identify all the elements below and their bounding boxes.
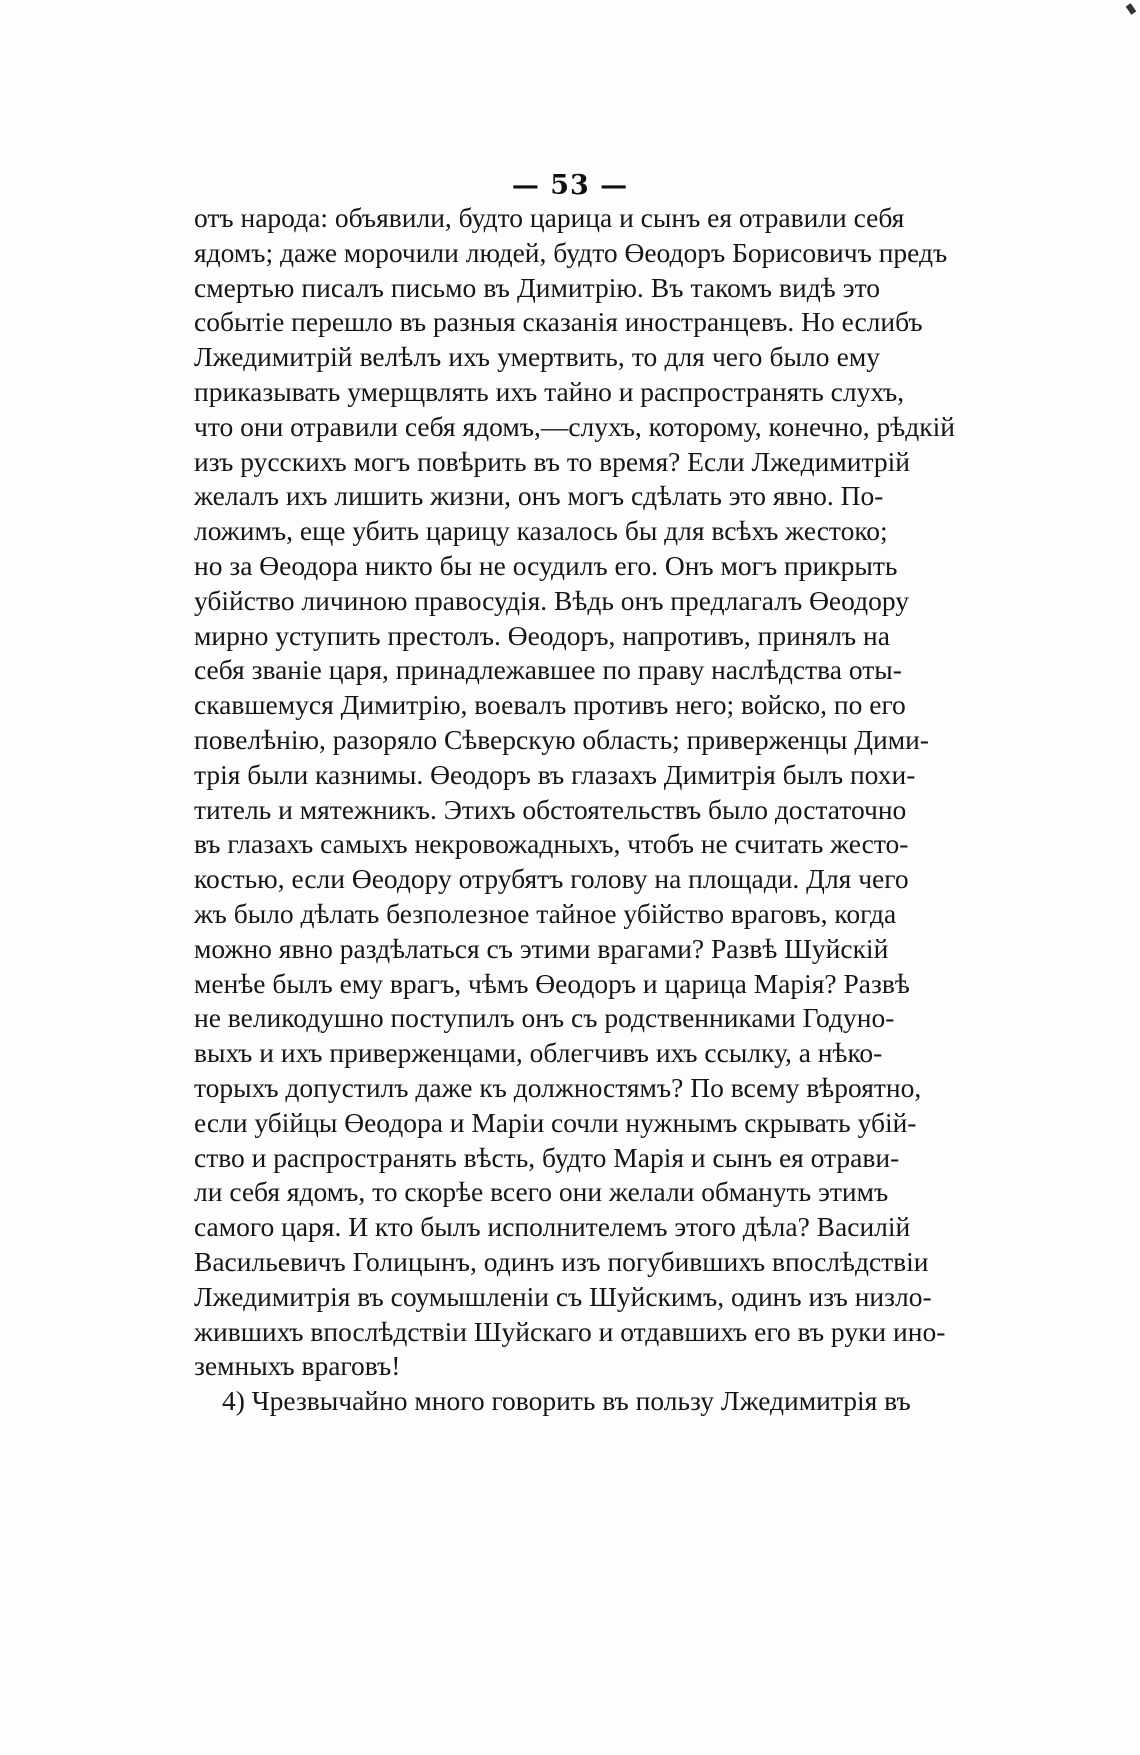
text-line: ли себя ядомъ, то скорѣе всего они желали обмануть этимъ — [194, 1176, 889, 1208]
text-line: торыхъ допустилъ даже къ должностямъ? По всему вѣроятно, — [194, 1071, 922, 1103]
text-line: костью, если Өеодору отрубятъ голову на площади. Для чего — [194, 863, 909, 895]
text-line: но за Өеодора никто бы не осудилъ его. Онъ могъ прикрыть — [194, 549, 898, 581]
text-line: повелѣнію, разоряло Сѣверскую область; приверженцы Дими- — [194, 723, 929, 755]
text-line: Лжедимитрій велѣлъ ихъ умертвить, то для чего было ему — [194, 341, 880, 373]
text-line: что они отравили себя ядомъ,—слухъ, которому, конечно, рѣдкій — [194, 410, 955, 442]
text-line: Лжедимитрія въ соумышленіи съ Шуйскимъ, одинъ изъ низло- — [194, 1280, 932, 1312]
text-line: титель и мятежникъ. Этихъ обстоятельствъ было достаточно — [194, 793, 907, 825]
text-line: скавшемуся Димитрію, воевалъ противъ него; войско, по его — [194, 689, 906, 721]
text-line: отъ народа: объявили, будто царица и сынъ ея отравили себя — [194, 202, 905, 233]
text-line: менѣе былъ ему врагъ, чѣмъ Өеодоръ и царица Марія? Развѣ — [194, 967, 910, 999]
text-line: если убійцы Өеодора и Маріи сочли нужнымъ скрывать убій- — [194, 1106, 917, 1138]
text-line: выхъ и ихъ приверженцами, облегчивъ ихъ ссылку, а нѣко- — [194, 1037, 883, 1069]
text-line: смертью писалъ письмо въ Димитрію. Въ такомъ видѣ это — [194, 271, 880, 303]
numbered-paragraph-line: 4) Чрезвычайно много говорить въ пользу Лжедимитрія въ — [222, 1385, 911, 1417]
text-line: жъ было дѣлать безполезное тайное убійство враговъ, когда — [194, 897, 897, 929]
text-line: мирно уступить престолъ. Өеодоръ, напротивъ, принялъ на — [194, 619, 890, 651]
text-line: ство и распространять вѣсть, будто Марія и сынъ ея отрави- — [194, 1141, 900, 1173]
text-line: ядомъ; даже морочили людей, будто Өеодоръ Борисовичъ предъ — [194, 236, 948, 268]
text-line: приказывать умерщвлять ихъ тайно и распространять слухъ, — [194, 375, 905, 407]
text-line: трія были казнимы. Өеодоръ въ глазахъ Димитрія былъ похи- — [194, 758, 916, 790]
text-line: ложимъ, еще убить царицу казалось бы для всѣхъ жестоко; — [194, 515, 888, 547]
text-line: не великодушно поступилъ онъ съ родственниками Годуно- — [194, 1002, 895, 1034]
text-line: самого царя. И кто былъ исполнителемъ этого дѣла? Василій — [194, 1211, 911, 1243]
text-line: изъ русскихъ могъ повѣрить въ то время? Если Лжедимитрій — [194, 445, 910, 477]
page-number: — 53 — — [511, 170, 629, 201]
body-text — [194, 201, 955, 1419]
scan-speck-mark — [1126, 3, 1137, 15]
paragraph-end-line: земныхъ враговъ! — [194, 1350, 401, 1382]
text-line: себя званіе царя, принадлежавшее по праву наслѣдства оты- — [194, 654, 902, 686]
text-line: убійство личиною правосудія. Вѣдь онъ предлагалъ Өеодору — [194, 584, 909, 616]
text-line: можно явно раздѣлаться съ этими врагами? Развѣ Шуйскій — [194, 932, 889, 964]
text-line: жившихъ впослѣдствіи Шуйскаго и отдавшихъ его въ руки ино- — [194, 1315, 946, 1347]
text-line: Васильевичъ Голицынъ, одинъ изъ погубившихъ впослѣдствіи — [194, 1245, 929, 1277]
text-line: желалъ ихъ лишить жизни, онъ могъ сдѣлать это явно. По- — [194, 480, 884, 512]
text-line: событіе перешло въ разныя сказанія иностранцевъ. Но еслибъ — [194, 306, 923, 338]
text-line: въ глазахъ самыхъ некровожадныхъ, чтобъ не считать жесто- — [194, 828, 909, 860]
